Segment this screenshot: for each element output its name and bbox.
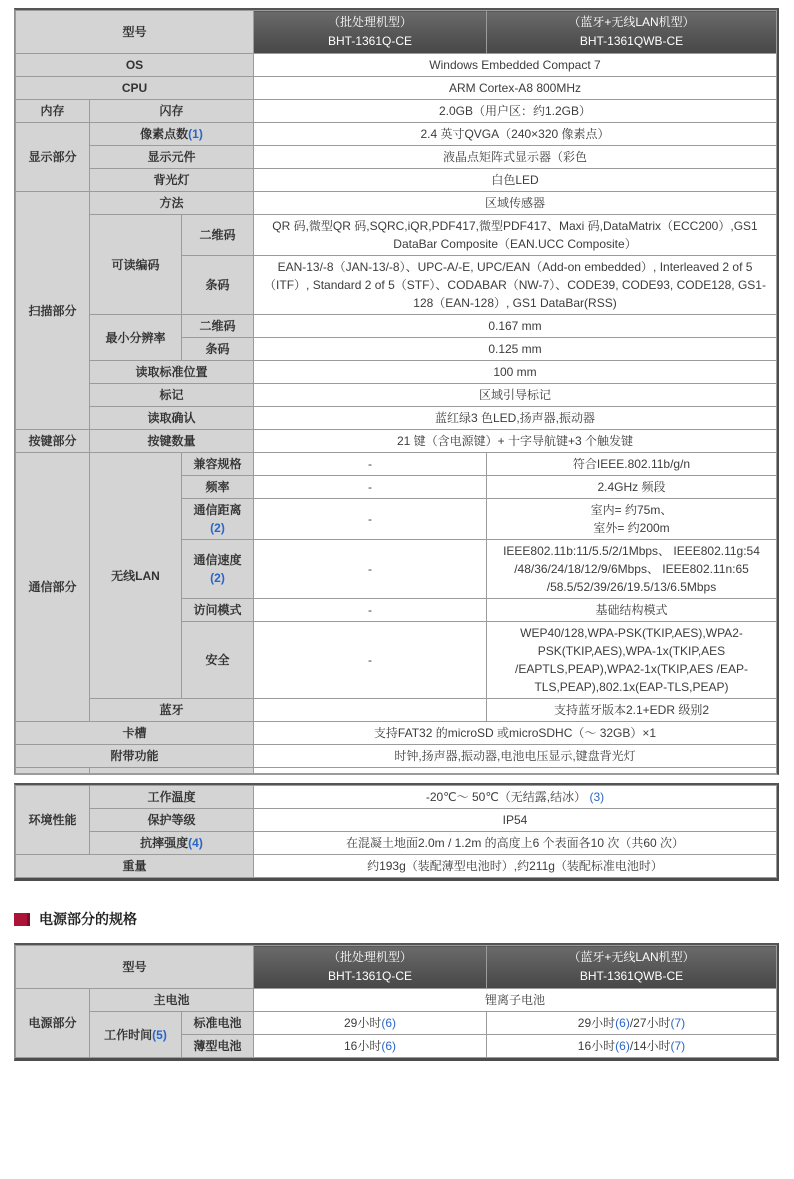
main-spec-table — [14, 8, 779, 775]
bluetooth-label: 蓝牙 — [90, 699, 254, 722]
min-resolution-label: 最小分辨率 — [90, 315, 182, 361]
wlan-distance-line1: 室内= 约75m、 — [590, 503, 673, 517]
ip-rating-label: 保护等级 — [90, 809, 254, 832]
row-bluetooth — [16, 699, 777, 722]
display-group-label: 显示部分 — [16, 123, 90, 192]
model-label: 型号 — [16, 11, 254, 54]
wlan-speed-batch: - — [254, 540, 487, 599]
footnote-ref-2b[interactable]: (2) — [210, 571, 225, 585]
row-cpu — [16, 77, 777, 100]
weight-label: 重量 — [16, 855, 254, 878]
comm-group-label: 通信部分 — [16, 453, 90, 722]
power-section-heading-text: 电源部分的规格 — [39, 911, 137, 927]
model-wlan-name: BHT-1361QWB-CE — [579, 34, 684, 48]
wlan-security-batch: - — [254, 622, 487, 699]
standard-battery-batch: 29小时(6) — [254, 1012, 487, 1035]
row-pixels — [16, 123, 777, 146]
qr-codes-value: QR 码,微型QR 码,SQRC,iQR,PDF417,微型PDF417、Maxi 码,DataMatrix（ECC200）,GS1 DataBar Composite（EAN.UCC Composite） — [254, 215, 777, 256]
env-group-label: 环境性能 — [16, 786, 90, 855]
power-section-heading — [14, 909, 780, 929]
power-model-wlan-header — [487, 946, 777, 989]
wlan-mode-batch: - — [254, 599, 487, 622]
wlan-compat-batch: - — [254, 453, 487, 476]
row-marker — [16, 384, 777, 407]
weight-value: 约193g（装配薄型电池时）,约211g（装配标准电池时） — [254, 855, 777, 878]
thin-battery-wlan: 16小时(6)/14小时(7) — [487, 1035, 777, 1058]
model-batch-type: （批处理机型） — [327, 15, 412, 30]
row-display-element — [16, 146, 777, 169]
read-position-label: 读取标准位置 — [90, 361, 254, 384]
extra-functions-value: 时钟,扬声器,振动器,电池电压显示,键盘背光灯 — [254, 745, 777, 768]
read-position-value: 100 mm — [254, 361, 777, 384]
row-readable-2d — [16, 215, 777, 256]
row-read-confirm — [16, 407, 777, 430]
main-battery-value: 锂离子电池 — [254, 989, 777, 1012]
backlight-label: 背光灯 — [90, 169, 254, 192]
clipped-cell-label — [90, 768, 254, 774]
pixels-label: 像素点数(1) — [90, 123, 254, 146]
spacer — [14, 881, 780, 909]
footnote-ref-4[interactable]: (4) — [188, 836, 203, 850]
row-power-model-header — [16, 946, 777, 989]
ip-rating-value: IP54 — [254, 809, 777, 832]
key-group-label: 按键部分 — [16, 430, 90, 453]
power-model-label: 型号 — [16, 946, 254, 989]
minres-2d-value: 0.167 mm — [254, 315, 777, 338]
barcode-value: EAN-13/-8（JAN-13/-8）、UPC-A/-E, UPC/EAN（Add-on embedded）, Interleaved 2 of 5（ITF）, Standard 2 of 5（STF）、CODABAR（NW-7）、CODE39, CODE93, CODE128, GS1-128（EAN-128）, GS1 DataBar(RSS) — [254, 256, 777, 315]
footnote-ref-6b[interactable]: (6) — [615, 1016, 630, 1030]
main-battery-label: 主电池 — [90, 989, 254, 1012]
key-count-label: 按键数量 — [90, 430, 254, 453]
footnote-ref-6d[interactable]: (6) — [615, 1039, 630, 1053]
footnote-ref-6c[interactable]: (6) — [381, 1039, 397, 1053]
spacer — [14, 929, 780, 943]
row-drop-resistance — [16, 832, 777, 855]
power-model-batch-name: BHT-1361Q-CE — [327, 969, 413, 983]
marker-value: 区域引导标记 — [254, 384, 777, 407]
op-temp-label: 工作温度 — [90, 786, 254, 809]
bluetooth-wlan: 支持蓝牙版本2.1+EDR 级别2 — [487, 699, 777, 722]
row-model-header — [16, 11, 777, 54]
os-value: Windows Embedded Compact 7 — [254, 54, 777, 77]
drop-resistance-label: 抗摔强度(4) — [90, 832, 254, 855]
row-minres-2d — [16, 315, 777, 338]
footnote-ref-1[interactable]: (1) — [188, 127, 203, 141]
minres-barcode-label: 条码 — [182, 338, 254, 361]
footnote-ref-7b[interactable]: (7) — [670, 1039, 686, 1053]
model-wlan-type: （蓝牙+无线LAN机型） — [568, 15, 695, 30]
wlan-distance-label: 通信距离(2) — [182, 499, 254, 540]
readable-codes-label: 可读编码 — [90, 215, 182, 315]
wlan-mode-label: 访问模式 — [182, 599, 254, 622]
read-confirm-value: 蓝红绿3 色LED,扬声器,振动器 — [254, 407, 777, 430]
row-runtime-standard — [16, 1012, 777, 1035]
row-card-slot — [16, 722, 777, 745]
clipped-cell-value — [254, 768, 777, 774]
row-extra-functions — [16, 745, 777, 768]
spacer — [14, 775, 780, 783]
power-model-wlan-type: （蓝牙+无线LAN机型） — [568, 950, 695, 965]
row-read-position — [16, 361, 777, 384]
wlan-distance-batch: - — [254, 499, 487, 540]
footnote-ref-6[interactable]: (6) — [381, 1016, 397, 1030]
cpu-value: ARM Cortex-A8 800MHz — [254, 77, 777, 100]
power-model-wlan-name: BHT-1361QWB-CE — [579, 969, 684, 983]
env-spec-table — [14, 783, 779, 881]
minres-2d-label: 二维码 — [182, 315, 254, 338]
barcode-label: 条码 — [182, 256, 254, 315]
bluetooth-batch — [254, 699, 487, 722]
pixels-value: 2.4 英寸QVGA（240×320 像素点） — [254, 123, 777, 146]
card-slot-label: 卡槽 — [16, 722, 254, 745]
power-model-batch-header — [254, 946, 487, 989]
wlan-freq-label: 频率 — [182, 476, 254, 499]
wlan-compat-label: 兼容规格 — [182, 453, 254, 476]
wlan-freq-wlan: 2.4GHz 频段 — [487, 476, 777, 499]
row-clipped — [16, 768, 777, 774]
row-backlight — [16, 169, 777, 192]
power-group-label: 电源部分 — [16, 989, 90, 1058]
cpu-label: CPU — [16, 77, 254, 100]
wlan-compat-wlan: 符合IEEE.802.11b/g/n — [487, 453, 777, 476]
key-count-value: 21 键（含电源键）+ 十字导航键+3 个触发键 — [254, 430, 777, 453]
model-batch-name: BHT-1361Q-CE — [327, 34, 413, 48]
scan-method-label: 方法 — [90, 192, 254, 215]
wlan-speed-label: 通信速度(2) — [182, 540, 254, 599]
scan-group-label: 扫描部分 — [16, 192, 90, 430]
clipped-cell-group — [16, 768, 90, 774]
read-confirm-label: 读取确认 — [90, 407, 254, 430]
wlan-distance-wlan — [487, 499, 777, 540]
row-main-battery — [16, 989, 777, 1012]
backlight-value: 白色LED — [254, 169, 777, 192]
standard-battery-label: 标准电池 — [182, 1012, 254, 1035]
footnote-ref-7[interactable]: (7) — [670, 1016, 686, 1030]
display-element-label: 显示元件 — [90, 146, 254, 169]
footnote-ref-2[interactable]: (2) — [210, 521, 225, 535]
model-wlan-header — [487, 11, 777, 54]
power-spec-table — [14, 943, 779, 1061]
wlan-speed-wlan: IEEE802.11b:11/5.5/2/1Mbps、 IEEE802.11g:54 /48/36/24/18/12/9/6Mbps、 IEEE802.11n:65 /58.5/52/39/26/19.5/13/6.5Mbps — [487, 540, 777, 599]
row-scan-method — [16, 192, 777, 215]
flash-label: 闪存 — [90, 100, 254, 123]
wlan-security-label: 安全 — [182, 622, 254, 699]
minres-barcode-value: 0.125 mm — [254, 338, 777, 361]
wlan-mode-wlan: 基础结构模式 — [487, 599, 777, 622]
footnote-ref-5[interactable]: (5) — [152, 1027, 167, 1042]
memory-group-label: 内存 — [16, 100, 90, 123]
os-label: OS — [16, 54, 254, 77]
thin-battery-label: 薄型电池 — [182, 1035, 254, 1058]
extra-functions-label: 附带功能 — [16, 745, 254, 768]
wlan-security-wlan: WEP40/128,WPA-PSK(TKIP,AES),WPA2-PSK(TKIP,AES),WPA-1x(TKIP,AES /EAPTLS,PEAP),WPA2-1x(TKIP,AES /EAP-TLS,PEAP),802.1x(EAP-TLS,PEAP) — [487, 622, 777, 699]
marker-label: 标记 — [90, 384, 254, 407]
flash-value: 2.0GB（用户区：约1.2GB） — [254, 100, 777, 123]
wlan-distance-line2: 室外= 约200m — [593, 521, 670, 535]
runtime-label: 工作时间(5) — [90, 1012, 182, 1058]
row-key-count — [16, 430, 777, 453]
power-model-batch-type: （批处理机型） — [327, 950, 412, 965]
row-weight — [16, 855, 777, 878]
row-wlan-compat — [16, 453, 777, 476]
display-element-value: 液晶点矩阵式显示器（彩色 — [254, 146, 777, 169]
row-ip-rating — [16, 809, 777, 832]
drop-resistance-value: 在混凝土地面2.0m / 1.2m 的高度上6 个表面各10 次（共60 次） — [254, 832, 777, 855]
thin-battery-batch: 16小时(6) — [254, 1035, 487, 1058]
qr-codes-label: 二维码 — [182, 215, 254, 256]
row-os — [16, 54, 777, 77]
row-flash-memory — [16, 100, 777, 123]
model-batch-header — [254, 11, 487, 54]
scan-method-value: 区域传感器 — [254, 192, 777, 215]
card-slot-value: 支持FAT32 的microSD 或microSDHC（～ 32GB）×1 — [254, 722, 777, 745]
op-temp-value: -20℃～ 50℃（无结露,结冰） (3) — [254, 786, 777, 809]
row-op-temp — [16, 786, 777, 809]
red-square-icon — [14, 913, 30, 926]
wlan-freq-batch: - — [254, 476, 487, 499]
wlan-label: 无线LAN — [90, 453, 182, 699]
footnote-ref-3[interactable]: (3) — [589, 790, 605, 804]
standard-battery-wlan: 29小时(6)/27小时(7) — [487, 1012, 777, 1035]
